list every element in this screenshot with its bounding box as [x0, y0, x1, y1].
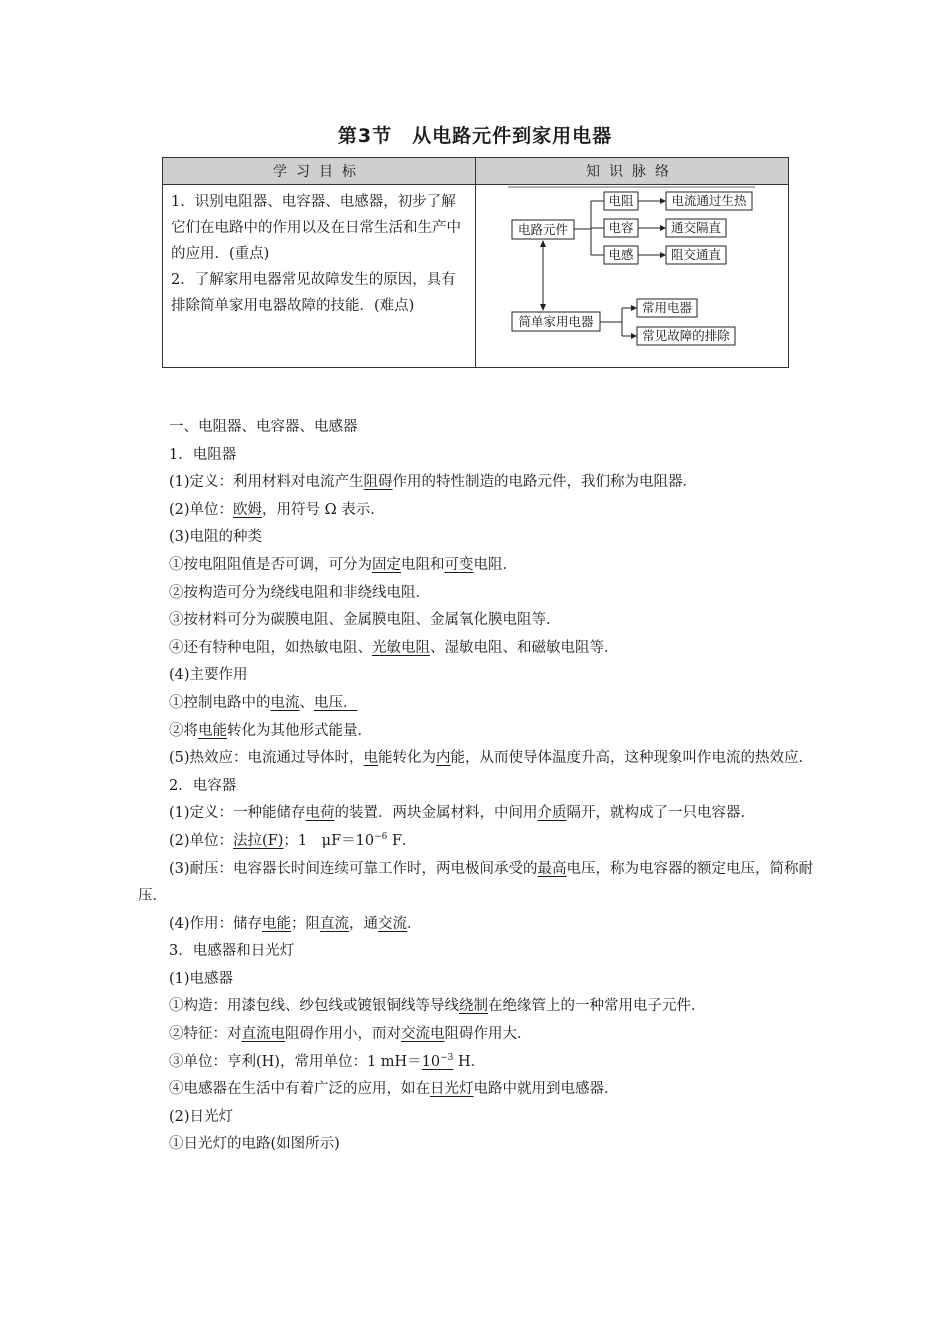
fluorescent-circuit: ①日光灯的电路(如图所示)	[169, 1136, 340, 1153]
subsection-resistor: 1．电阻器	[169, 446, 237, 463]
node-inductor-label: 电感	[608, 247, 634, 262]
objectives-table	[162, 157, 789, 368]
fluorescent-heading: (2)日光灯	[169, 1108, 234, 1125]
knowledge-mindmap	[476, 185, 789, 369]
resistor-function-heading: (4)主要作用	[169, 667, 248, 684]
goal-1: 1．识别电阻器、电容器、电感器，初步了解它们在电路中的作用以及在日常生活和生产中的应用．(重点)	[171, 194, 461, 262]
resistor-type-2: ②按构造可分为绕线电阻和非绕线电阻．	[169, 584, 430, 601]
section-heading: 一、电阻器、电容器、电感器	[169, 419, 358, 435]
resistor-function-1: ①控制电路中的电流、电压．	[169, 694, 358, 711]
main-content	[138, 414, 818, 1159]
inductor-application: ④电感器在生活中有着广泛的应用，如在日光灯电路中就用到电感器．	[169, 1081, 619, 1098]
node-resistor-label: 电阻	[608, 193, 634, 208]
capacitor-definition: (1)定义：一种能储存电荷的装置．两块金属材料，中间用介质隔开，就构成了一只电容器．	[169, 805, 756, 822]
inductor-feature: ②特征：对直流电阻碍作用小，而对交流电阻碍作用大．	[169, 1026, 532, 1043]
learning-goals-header: 学习目标	[163, 158, 476, 185]
node-pass-ac-label: 通交隔直	[670, 220, 722, 235]
node-household-appliances-label: 简单家用电器	[518, 314, 594, 329]
subsection-capacitor: 2．电容器	[169, 777, 237, 794]
resistor-type-1: ①按电阻阻值是否可调，可分为固定电阻和可变电阻．	[169, 556, 517, 573]
resistor-definition: (1)定义：利用材料对电流产生阻碍作用的特性制造的电路元件，我们称为电阻器．	[169, 474, 698, 491]
inductor-heading: (1)电感器	[169, 970, 234, 987]
capacitor-function: (4)作用：储存电能；阻直流，通交流．	[169, 915, 422, 932]
resistor-unit: (2)单位：欧姆，用符号 Ω 表示．	[169, 501, 385, 518]
inductor-unit: ③单位：亨利(H)，常用单位：1 $mH=10^{-3}$ H．	[169, 1052, 486, 1070]
resistor-types-heading: (3)电阻的种类	[169, 529, 263, 546]
heat-effect: (5)热效应：电流通过导体时，电能转化为内能，从而使导体温度升高，这种现象叫作电流的热效应．	[169, 750, 814, 767]
resistor-type-3: ③按材料可分为碳膜电阻、金属膜电阻、金属氧化膜电阻等．	[169, 612, 561, 629]
inductor-structure: ①构造：用漆包线、纱包线或镀银铜线等导线绕制在绝缘管上的一种常用电子元件．	[169, 998, 706, 1015]
resistor-function-2: ②将电能转化为其他形式能量．	[169, 722, 372, 739]
page-title: 第3节 从电路元件到家用电器	[337, 125, 613, 147]
node-common-appliances-label: 常用电器	[641, 300, 693, 315]
node-capacitor-label: 电容	[608, 220, 634, 235]
subsection-inductor: 3．电感器和日光灯	[169, 943, 295, 960]
goal-2: 2．了解家用电器常见故障发生的原因，具有排除简单家用电器故障的技能．(难点)	[171, 272, 456, 314]
node-pass-dc-label: 阻交通直	[670, 247, 722, 262]
capacitor-voltage: (3)耐压：电容器长时间连续可靠工作时，两电极间承受的最高电压，称为电容器的额定电压，简称耐压．	[138, 860, 814, 905]
resistor-type-4: ④还有特种电阻，如热敏电阻、光敏电阻、湿敏电阻、和磁敏电阻等．	[169, 639, 619, 656]
node-heat-effect-label: 电流通过生热	[671, 193, 747, 208]
node-circuit-elements-label: 电路元件	[517, 222, 569, 237]
capacitor-unit: (2)单位：法拉(F)；1 $\mu F=10^{-6}$ F．	[169, 832, 417, 849]
node-fault-repair-label: 常见故障的排除	[642, 328, 730, 343]
learning-goals-cell	[163, 185, 476, 368]
knowledge-map-cell	[476, 185, 789, 368]
knowledge-map-header: 知识脉络	[476, 158, 789, 185]
